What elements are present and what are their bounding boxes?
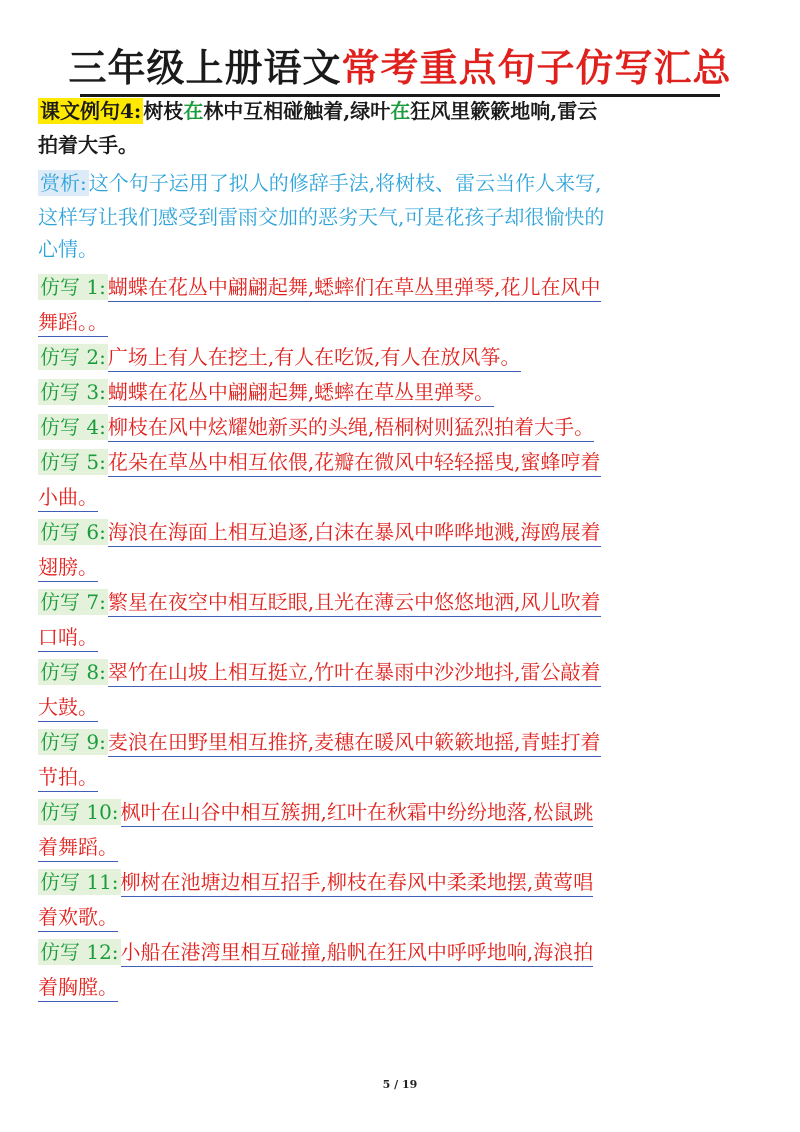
imitation-9-cont — [38, 762, 98, 792]
analysis-line-3 — [38, 234, 98, 264]
imitation-1 — [38, 272, 601, 302]
analysis-text-1: 这个句子运用了拟人的修辞手法,将树枝、雷云当作人来写, — [88, 171, 602, 195]
imitation-label: 仿写 4: — [40, 415, 106, 439]
imitation-7 — [38, 587, 601, 617]
imitation-label: 仿写 8: — [40, 660, 106, 684]
imitation-6-cont — [38, 552, 98, 582]
imitation-text: 蝴蝶在花丛中翩翩起舞,蟋蟀们在草丛里弹琴,花儿在风中 — [108, 275, 601, 302]
imitation-label: 仿写 9: — [40, 730, 106, 754]
imitation-1-cont — [38, 307, 108, 337]
title-part-1: 三年级上册语文 — [68, 45, 342, 90]
imitation-text: 翠竹在山坡上相互挺立,竹叶在暴雨中沙沙地抖,雷公敲着 — [108, 660, 601, 687]
imitation-text: 麦浪在田野里相互推挤,麦穗在暖风中簌簌地摇,青蛙打着 — [108, 730, 601, 757]
imitation-text: 柳树在池塘边相互招手,柳枝在春风中柔柔地摆,黄莺唱 — [121, 870, 594, 897]
imitation-text-cont: 小曲。 — [38, 485, 98, 512]
analysis-label: 赏析: — [40, 171, 87, 195]
imitation-text-cont: 着欢歌。 — [38, 905, 118, 932]
title-part-2: 常考重点句子仿写汇总 — [341, 45, 732, 90]
example-seg-3: 狂风里簌簌地响,雷云 — [410, 99, 598, 123]
imitation-10 — [38, 797, 593, 827]
imitation-11-cont — [38, 902, 118, 932]
imitation-label: 仿写 11: — [40, 870, 119, 894]
example-line-2: 拍着大手。 — [38, 133, 138, 157]
imitation-label: 仿写 12: — [40, 940, 119, 964]
imitation-text: 柳枝在风中炫耀她新买的头绳,梧桐树则猛烈拍着大手。 — [108, 415, 594, 442]
imitation-text-cont: 着舞蹈。 — [38, 835, 118, 862]
imitation-text: 广场上有人在挖土,有人在吃饭,有人在放风筝。 — [108, 345, 521, 372]
page-title — [40, 40, 760, 96]
example-sentence-line-2 — [38, 130, 138, 160]
imitation-label: 仿写 6: — [40, 520, 106, 544]
imitation-8-cont — [38, 692, 98, 722]
imitation-text-cont: 舞蹈。。 — [38, 310, 108, 337]
imitation-5-cont — [38, 482, 98, 512]
imitation-label: 仿写 1: — [40, 275, 106, 299]
imitation-6 — [38, 517, 601, 547]
imitation-4 — [38, 412, 594, 442]
imitation-2 — [38, 342, 521, 372]
page-number: 5 / 19 — [382, 1078, 418, 1091]
example-zai-1: 在 — [183, 99, 204, 123]
imitation-7-cont — [38, 622, 98, 652]
imitation-5 — [38, 447, 601, 477]
example-label: 课文例句4: — [40, 99, 142, 123]
example-sentence-line-1 — [38, 96, 597, 126]
imitation-label: 仿写 2: — [40, 345, 106, 369]
example-seg-1: 树枝 — [143, 99, 184, 123]
imitation-label: 仿写 10: — [40, 800, 119, 824]
analysis-text-3: 心情。 — [38, 237, 98, 261]
imitation-9 — [38, 727, 601, 757]
imitation-8 — [38, 657, 601, 687]
example-zai-2: 在 — [390, 99, 411, 123]
imitation-text-cont: 大鼓。 — [38, 695, 98, 722]
imitation-text: 花朵在草丛中相互依偎,花瓣在微风中轻轻摇曳,蜜蜂哼着 — [108, 450, 601, 477]
analysis-line-1 — [38, 168, 601, 198]
imitation-text: 海浪在海面上相互追逐,白沫在暴风中哗哗地溅,海鸥展着 — [108, 520, 601, 547]
imitation-label: 仿写 7: — [40, 590, 106, 614]
imitation-12 — [38, 937, 593, 967]
imitation-10-cont — [38, 832, 118, 862]
imitation-text: 小船在港湾里相互碰撞,船帆在狂风中呼呼地响,海浪拍 — [121, 940, 594, 967]
imitation-text: 蝴蝶在花丛中翩翩起舞,蟋蟀在草丛里弹琴。 — [108, 380, 494, 407]
imitation-text-cont: 着胸膛。 — [38, 975, 118, 1002]
imitation-text-cont: 翅膀。 — [38, 555, 98, 582]
imitation-label: 仿写 3: — [40, 380, 106, 404]
imitation-12-cont — [38, 972, 118, 1002]
analysis-line-2 — [38, 202, 604, 232]
imitation-text-cont: 节拍。 — [38, 765, 98, 792]
imitation-3 — [38, 377, 494, 407]
example-seg-2: 林中互相碰触着,绿叶 — [203, 99, 391, 123]
imitation-11 — [38, 867, 593, 897]
analysis-text-2: 这样写让我们感受到雷雨交加的恶劣天气,可是花孩子却很愉快的 — [38, 205, 605, 229]
imitation-label: 仿写 5: — [40, 450, 106, 474]
imitation-text: 枫叶在山谷中相互簇拥,红叶在秋霜中纷纷地落,松鼠跳 — [121, 800, 594, 827]
imitation-text-cont: 口哨。 — [38, 625, 98, 652]
imitation-text: 繁星在夜空中相互眨眼,且光在薄云中悠悠地洒,风儿吹着 — [108, 590, 601, 617]
